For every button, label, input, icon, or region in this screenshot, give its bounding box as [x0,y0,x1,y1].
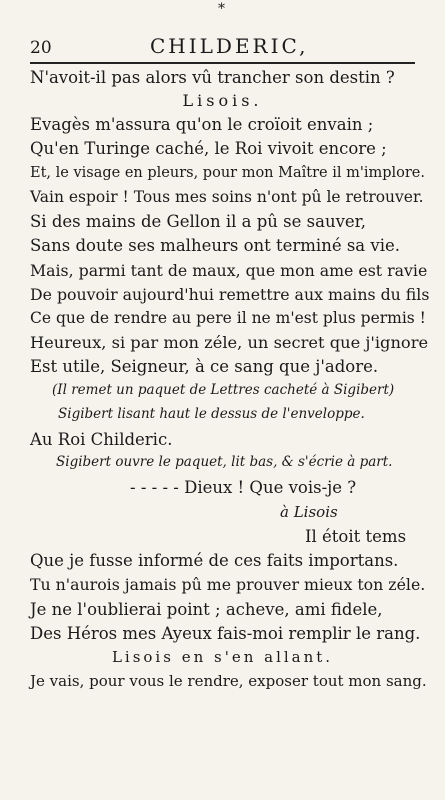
verse-line: Si des mains de Gellon il a pû se sauver, [30,212,366,231]
verse-line: Tu n'aurois jamais pû me prouver mieux ton zéle. [30,575,426,594]
verse-line: De pouvoir aujourd'hui remettre aux mains du fils [30,285,430,304]
verse-line: Vain espoir ! Tous mes soins n'ont pû le retrouver. [30,188,424,206]
verse-line: Je vais, pour vous le rendre, exposer tout mon sang. [30,672,427,690]
verse-line: - - - - - Dieux ! Que vois-je ? [130,478,357,497]
verse-line: Sans doute ses malheurs ont terminé sa vie. [30,236,401,255]
verse-line: Ce que de rendre au pere il ne m'est plus permis ! [30,309,426,327]
verse-line: Je ne l'oublierai point ; acheve, ami fidele, [30,600,383,619]
verse-line: Que je fusse informé de ces faits importans. [30,551,399,570]
verse-line: Et, le visage en pleurs, pour mon Maître il m'implore. [30,165,425,181]
verse-line: Qu'en Turinge caché, le Roi vivoit encore ; [30,139,387,158]
speaker-name: Lisois en s'en allant. [111,648,334,666]
verse-line: Il étoit tems [305,527,407,546]
top-mark: * [218,1,225,17]
stage-direction: Sigibert lisant haut le dessus de l'enveloppe. [58,406,365,422]
verse-line: Des Héros mes Ayeux fais-moi remplir le rang. [30,624,421,643]
verse-line: Mais, parmi tant de maux, que mon ame est ravie [30,261,428,280]
stage-direction: (Il remet un paquet de Lettres cacheté à Sigibert) [52,382,395,398]
page-number: 20 [30,38,52,58]
speaker-name: Lisois. [182,91,263,110]
stage-direction: à Lisois [280,503,338,521]
verse-line: Au Roi Childeric. [30,430,173,449]
stage-direction: Sigibert ouvre le paquet, lit bas, & s'écrie à part. [56,454,393,470]
verse-line: N'avoit-il pas alors vû trancher son destin ? [30,68,395,87]
verse-line: Evagès m'assura qu'on le croïoit envain ; [30,115,374,134]
verse-line: Heureux, si par mon zéle, un secret que j'ignore [30,333,429,352]
running-title: CHILDERIC, [150,34,309,58]
header-rule [30,62,415,64]
verse-line: Est utile, Seigneur, à ce sang que j'adore. [30,357,379,376]
